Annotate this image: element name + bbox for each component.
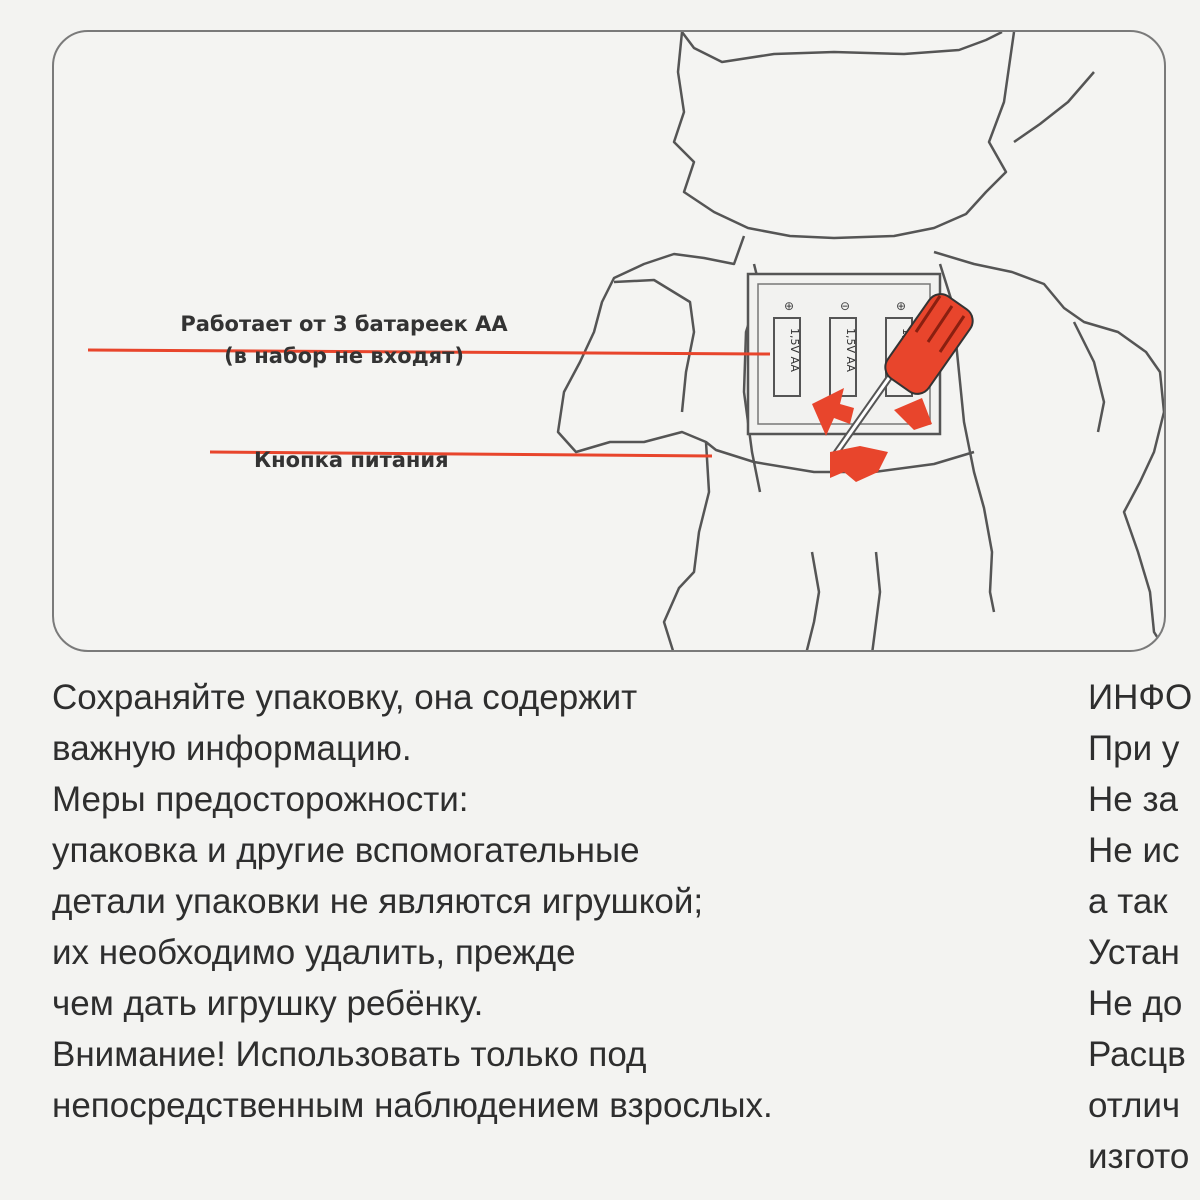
power-button-callout: Кнопка питания <box>254 448 449 472</box>
instruction-line: Сохраняйте упаковку, она содержит <box>52 678 638 717</box>
instruction-line: их необходимо удалить, прежде <box>52 933 576 972</box>
instruction-line: непосредственным наблюдением взрослых. <box>52 1086 773 1125</box>
instruction-line: упаковка и другие вспомогательные <box>52 831 640 870</box>
info-line: При у <box>1088 729 1180 768</box>
info-line: а так <box>1088 882 1168 921</box>
safety-instructions <box>52 672 1052 1131</box>
instruction-line: чем дать игрушку ребёнку. <box>52 984 484 1023</box>
info-line: изгото <box>1088 1137 1190 1176</box>
info-line: Не за <box>1088 780 1178 819</box>
info-line: отлич <box>1088 1086 1181 1125</box>
info-line: Не до <box>1088 984 1183 1023</box>
info-column-cropped <box>1088 672 1200 1182</box>
battery-callout-line-1: Работает от 3 батареек АА <box>180 312 508 336</box>
instruction-panel <box>52 30 1166 652</box>
battery-callout-line-2: (в набор не входят) <box>224 344 464 368</box>
svg-text:⊕: ⊕ <box>896 299 907 313</box>
battery-2-label: 1,5V AA <box>844 328 857 372</box>
info-line: ИНФО <box>1088 678 1193 717</box>
instruction-line: детали упаковки не являются игрушкой; <box>52 882 704 921</box>
info-line: Устан <box>1088 933 1180 972</box>
battery-callout <box>134 308 554 372</box>
svg-text:⊖: ⊖ <box>840 299 851 313</box>
info-line: Не ис <box>1088 831 1180 870</box>
instruction-line: Внимание! Использовать только под <box>52 1035 647 1074</box>
instruction-line: Меры предосторожности: <box>52 780 469 819</box>
svg-text:⊕: ⊕ <box>784 299 795 313</box>
battery-1-label: 1,5V AA <box>788 328 801 372</box>
instruction-line: важную информацию. <box>52 729 412 768</box>
info-line: Расцв <box>1088 1035 1186 1074</box>
